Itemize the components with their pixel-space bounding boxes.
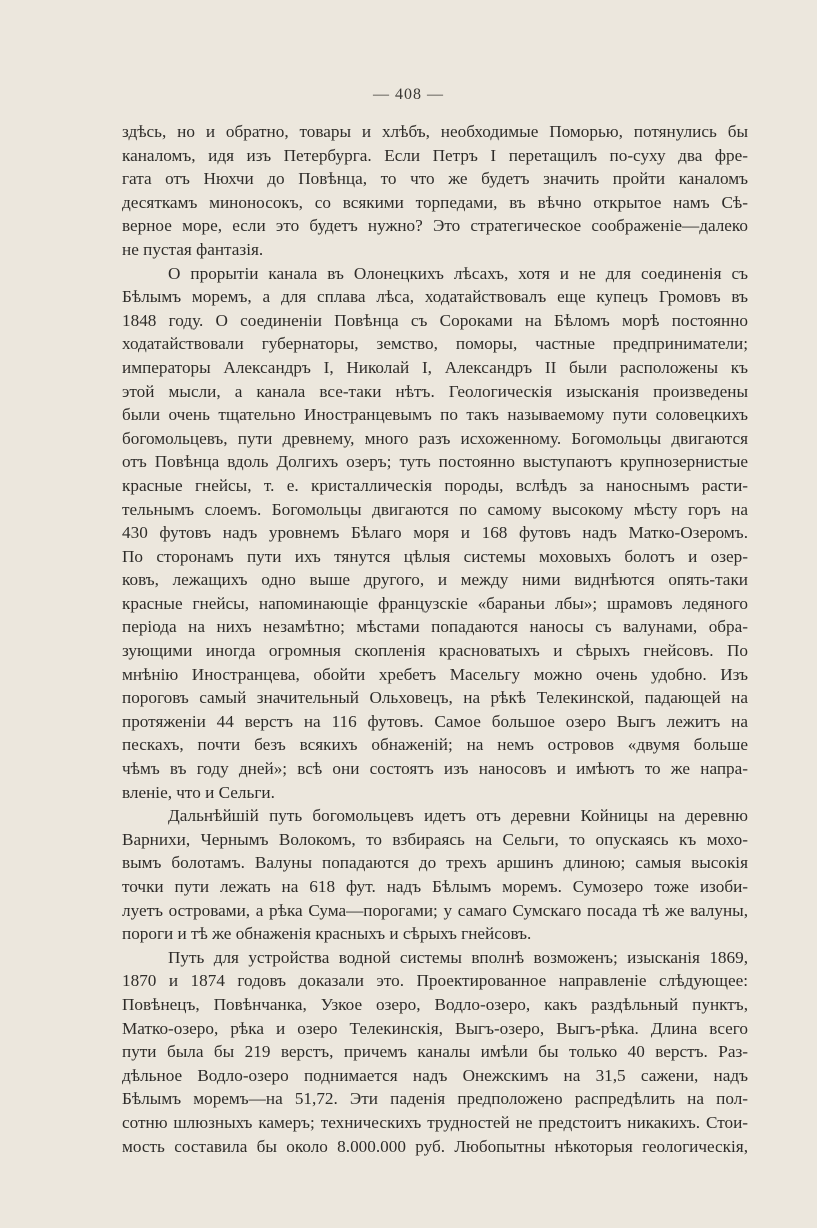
text-line: точки пути лежать на 618 фут. надъ Бѣлымъ моремъ. Сумозеро тоже изоби-: [122, 877, 748, 896]
text-line: пороговъ самый значительный Ольховецъ, на рѣкѣ Телекинской, падающей на: [122, 688, 748, 708]
text-line: гата отъ Нюхчи до Повѣнца, то что же будетъ значить пройти каналомъ: [122, 169, 748, 189]
page-number: — 408 —: [373, 86, 444, 103]
text-line: По сторонамъ пути ихъ тянутся цѣлыя системы моховыхъ болотъ и озер-: [122, 546, 748, 566]
text-line: Дальнѣйшій путь богомольцевъ идетъ отъ деревни Койницы на деревню: [168, 806, 748, 826]
text-line: Бѣлымъ моремъ—на 51,72. Эти паденія предположено распредѣлить на пол-: [122, 1089, 748, 1109]
body-text: [122, 120, 748, 1158]
text-line: Повѣнецъ, Повѣнчанка, Узкое озеро, Водло-озеро, какъ раздѣльный пунктъ,: [122, 994, 748, 1014]
text-line: 430 футовъ надъ уровнемъ Бѣлаго моря и 168 футовъ надъ Матко-Озеромъ.: [122, 523, 748, 543]
text-line: вленіе, что и Сельги.: [122, 782, 275, 802]
text-line: пескахъ, почти безъ всякихъ обнаженій; на немъ островов «двумя больше: [122, 735, 748, 755]
text-line: здѣсь, но и обратно, товары и хлѣбъ, необходимые Поморью, потянулись бы: [122, 122, 748, 141]
text-line: богомольцевъ, пути древнему, много разъ исхоженному. Богомольцы двигаются: [122, 428, 748, 448]
text-line: были очень тщательно Иностранцевымъ по такъ называемому пути соловецкихъ: [122, 405, 748, 425]
text-line: ходатайствовали губернаторы, земство, поморы, частные предприниматели;: [122, 334, 748, 354]
text-line: пути была бы 219 верстъ, причемъ каналы имѣли бы только 40 верстъ. Раз-: [122, 1042, 748, 1062]
text-line: отъ Повѣнца вдоль Долгихъ озеръ; туть постоянно выступаютъ крупнозернистые: [122, 452, 748, 472]
text-line: протяженіи 44 верстъ на 116 футовъ. Самое большое озеро Выгъ лежитъ на: [122, 711, 748, 731]
text-line: этой мысли, а канала все-таки нѣтъ. Геологическія изысканія произведены: [122, 381, 748, 401]
text-line: сотню шлюзныхъ камеръ; техническихъ трудностей не предстоитъ никакихъ. Стои-: [122, 1112, 748, 1132]
paragraph: [122, 804, 748, 946]
text-line: дѣльное Водло-озеро поднимается надъ Онежскимъ на 31,5 сажени, надъ: [122, 1065, 748, 1085]
text-line: тельнымъ слоемъ. Богомольцы двигаются по самому высокому мѣсту горъ на: [122, 499, 748, 519]
text-line: мнѣнію Иностранцева, обойти хребетъ Масельгу можно очень удобно. Изъ: [122, 664, 748, 684]
paragraph: [122, 262, 748, 805]
text-line: О прорытіи канала въ Олонецкихъ лѣсахъ, хотя и не для соединенія съ: [168, 263, 748, 283]
text-line: не пустая фантазія.: [122, 239, 264, 259]
text-line: вымъ болотамъ. Валуны попадаются до трехъ аршинъ длиною; самыя высокія: [122, 853, 748, 873]
text-line: мость составила бы около 8.000.000 руб. Любопытны нѣкоторыя геологическія,: [122, 1136, 748, 1156]
text-line: Матко-озеро, рѣка и озеро Телекинскія, Выгъ-озеро, Выгъ-рѣка. Длина всего: [122, 1018, 748, 1038]
text-line: каналомъ, идя изъ Петербурга. Если Петръ I перетащилъ по-суху два фре-: [122, 145, 748, 165]
text-line: красные гнейсы, напоминающіе французскіе «бараньи лбы»; шрамовъ ледяного: [122, 593, 748, 613]
text-line: пороги и тѣ же обнаженія красныхъ и сѣрыхъ гнейсовъ.: [122, 924, 532, 944]
text-line: десяткамъ миноносокъ, со всякими торпедами, въ вѣчно открытое намъ Сѣ-: [122, 192, 748, 212]
text-line: императоры Александръ I, Николай I, Александръ II были расположены къ: [122, 357, 748, 377]
paragraph: [122, 120, 748, 262]
text-line: Варнихи, Чернымъ Волокомъ, то взбираясь на Сельги, то опускаясь къ мохо-: [122, 829, 748, 849]
text-line: 1870 и 1874 годовъ доказали это. Проектированное направленіе слѣдующее:: [122, 971, 748, 991]
text-line: верное море, если это будетъ нужно? Это стратегическое соображеніе—далеко: [122, 216, 748, 236]
paragraph: [122, 946, 748, 1158]
text-line: зующими иногда огромныя скопленія красноватыхъ и сѣрыхъ гнейсовъ. По: [122, 641, 748, 661]
text-line: чѣмъ въ году дней»; всѣ они состоятъ изъ наносовъ и имѣютъ то же напра-: [122, 759, 748, 779]
text-line: красные гнейсы, т. е. кристаллическія породы, вслѣдъ за наноснымъ расти-: [122, 475, 748, 495]
text-line: періода на нихъ незамѣтно; мѣстами попадаются наносы съ валунами, обра-: [122, 617, 748, 637]
text-line: луетъ островами, а рѣка Сума—порогами; у самаго Сумскаго посада тѣ же валуны,: [122, 900, 748, 920]
text-line: Бѣлымъ моремъ, а для сплава лѣса, ходатайствовалъ еще купецъ Громовъ въ: [122, 287, 748, 307]
text-line: 1848 году. О соединеніи Повѣнца съ Сороками на Бѣломъ морѣ постоянно: [122, 310, 748, 330]
text-line: Путь для устройства водной системы вполнѣ возможенъ; изысканія 1869,: [168, 947, 748, 967]
text-line: ковъ, лежащихъ одно выше другого, и между ними виднѣются опять-таки: [122, 570, 748, 590]
